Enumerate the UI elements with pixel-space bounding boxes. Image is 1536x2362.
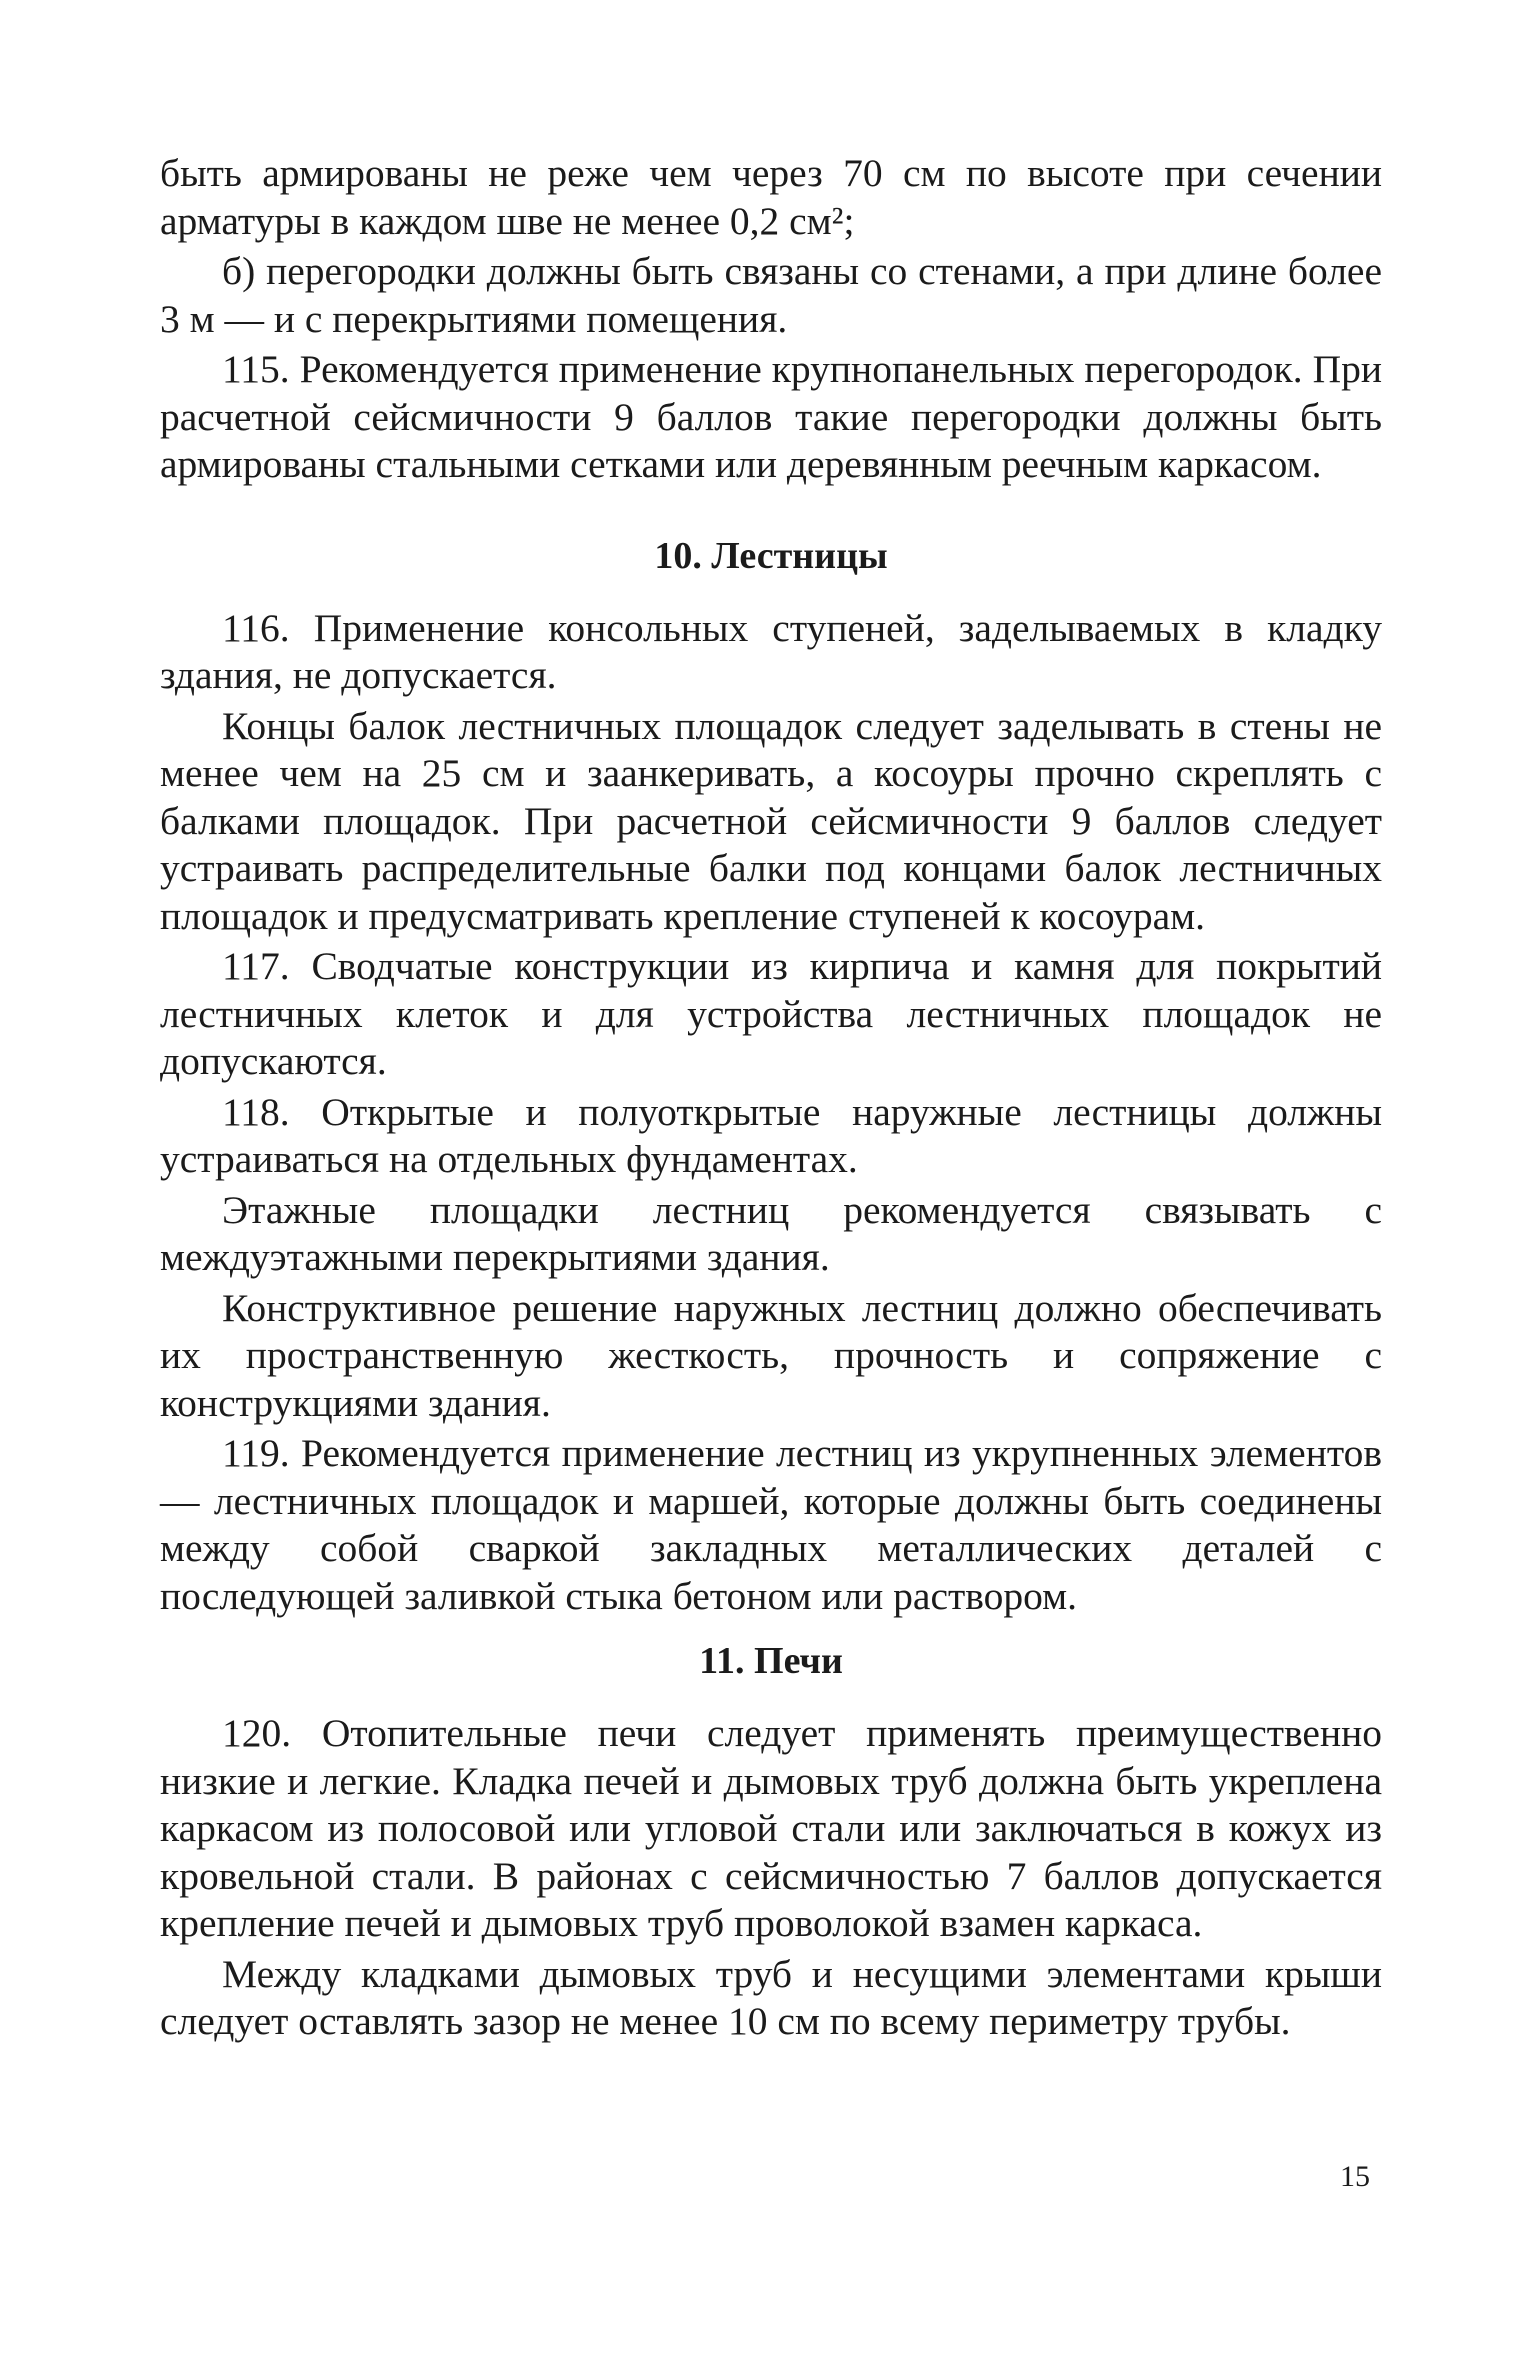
document-page [160,150,1382,2046]
paragraph-120: 120. Отопительные печи следует применять преимущественно низкие и легкие. Кладка печей и дымовых труб должна быть укреплена каркасом из полосовой или угловой стали или заключаться в кожух из кровельной стали. В районах с сейсмичностью 7 баллов допускается крепление печей и дымовых труб проволокой взамен каркаса. [160,1711,1382,1945]
paragraph-floor-landings: Этажные площадки лестниц рекомендуется связывать с междуэтажными перекрытиями здания. [160,1187,1382,1279]
paragraph-115: 115. Рекомендуется применение крупнопанельных перегородок. При расчетной сейсмичности 9 баллов такие перегородки должны быть армированы стальными сетками или деревянным реечным каркасом. [160,347,1382,486]
paragraph-outdoor-stairs-design: Конструктивное решение наружных лестниц должно обеспечивать их пространственную жесткость, прочность и сопряжение с конструкциями здания. [160,1285,1382,1425]
section-heading-stairs: 10. Лестницы [654,534,888,577]
paragraph-117: 117. Сводчатые конструкции из кирпича и камня для покрытий лестничных клеток и для устройства лестничных площадок не допускаются. [160,944,1382,1083]
paragraph-chimney-gap: Между кладками дымовых труб и несущими элементами крыши следует оставлять зазор не менее 10 см по всему периметру трубы. [160,1951,1382,2043]
section-heading-stoves: 11. Печи [699,1640,843,1682]
paragraph-116: 116. Применение консольных ступеней, заделываемых в кладку здания, не допускается. [160,605,1382,697]
paragraph-continuation: быть армированы не реже чем через 70 см по высоте при сечении арматуры в каждом шве не менее 0,2 см²; [160,151,1382,243]
paragraph-118: 118. Открытые и полуоткрытые наружные лестницы должны устраиваться на отдельных фундаментах. [160,1089,1382,1181]
paragraph-119: 119. Рекомендуется применение лестниц из укрупненных элементов — лестничных площадок и маршей, которые должны быть соединены между собой сваркой закладных металлических деталей с последующей заливкой стыка бетоном или раствором. [160,1431,1382,1618]
paragraph-item-b: б) перегородки должны быть связаны со стенами, а при длине более 3 м — и с перекрытиями помещения. [160,249,1382,341]
paragraph-landing-beams: Концы балок лестничных площадок следует заделывать в стены не менее чем на 25 см и заанкеривать, а косоуры прочно скреплять с балками площадок. При расчетной сейсмичности 9 баллов следует устраивать распределительные балки под концами балок лестничных площадок и предусматривать крепление ступеней к косоурам. [160,703,1382,938]
page-number: 15 [1340,2160,1370,2193]
